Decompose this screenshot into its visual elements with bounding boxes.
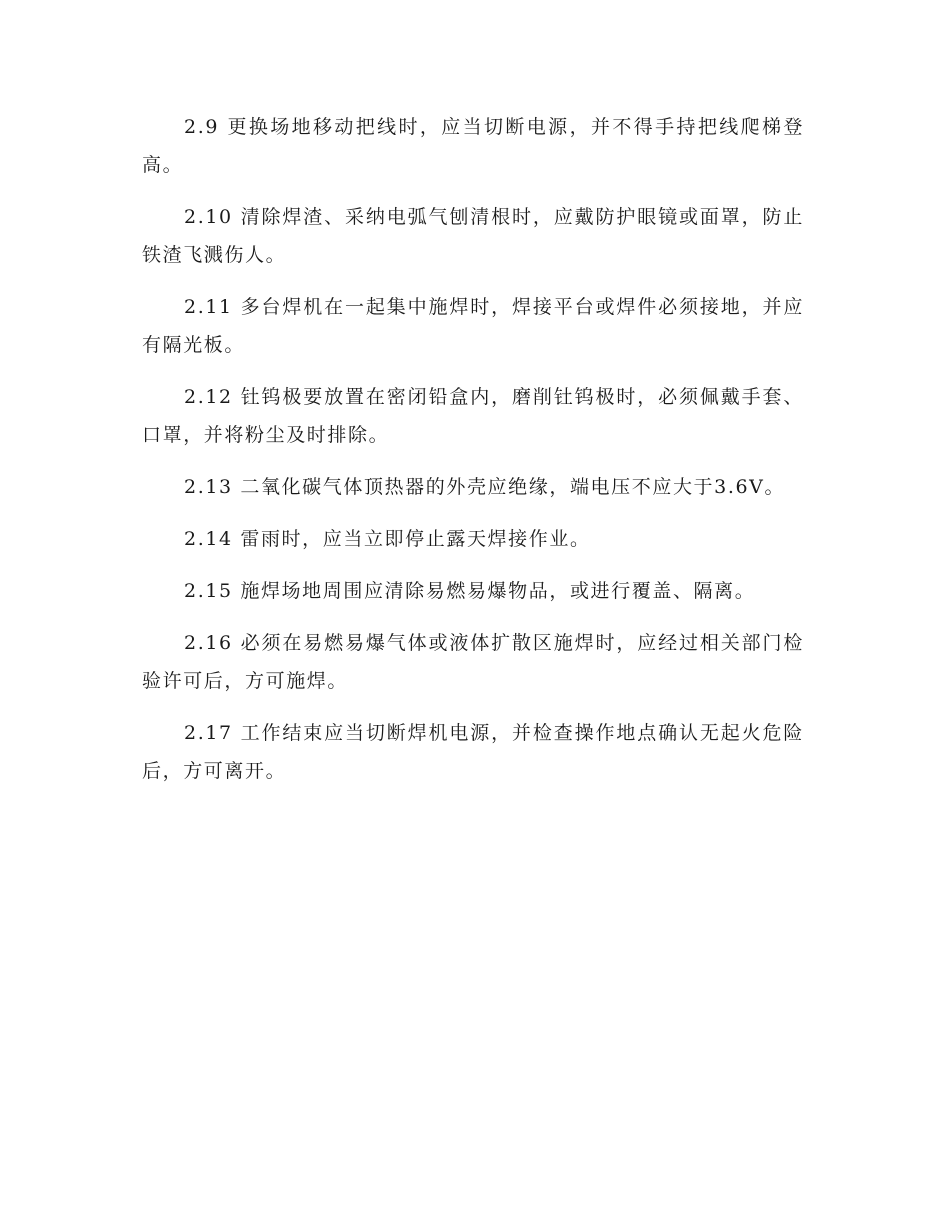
paragraph-2-13: 2.13 二氧化碳气体顶热器的外壳应绝缘，端电压不应大于3.6V。: [184, 476, 786, 498]
paragraph-2-12: 2.12 钍钨极要放置在密闭铅盒内，磨削钍钨极时，必须佩戴手套、口罩，并将粉尘及时排除。: [142, 386, 804, 446]
paragraph-2-17: 2.17 工作结束应当切断焊机电源，并检查操作地点确认无起火危险后，方可离开。: [142, 722, 804, 782]
paragraph-2-14: 2.14 雷雨时，应当立即停止露天焊接作业。: [184, 528, 591, 550]
document-body: [142, 108, 804, 804]
paragraph-2-15: 2.15 施焊场地周围应清除易燃易爆物品，或进行覆盖、隔离。: [184, 580, 756, 602]
paragraph-2-16: 2.16 必须在易燃易爆气体或液体扩散区施焊时，应经过相关部门检验许可后，方可施焊。: [142, 632, 804, 692]
paragraph-2-11: 2.11 多台焊机在一起集中施焊时，焊接平台或焊件必须接地，并应有隔光板。: [142, 296, 804, 356]
paragraph-2-10: 2.10 清除焊渣、采纳电弧气刨清根时，应戴防护眼镜或面罩，防止铁渣飞溅伤人。: [142, 206, 804, 266]
paragraph-2-9: 2.9 更换场地移动把线时，应当切断电源，并不得手持把线爬梯登高。: [142, 116, 804, 176]
